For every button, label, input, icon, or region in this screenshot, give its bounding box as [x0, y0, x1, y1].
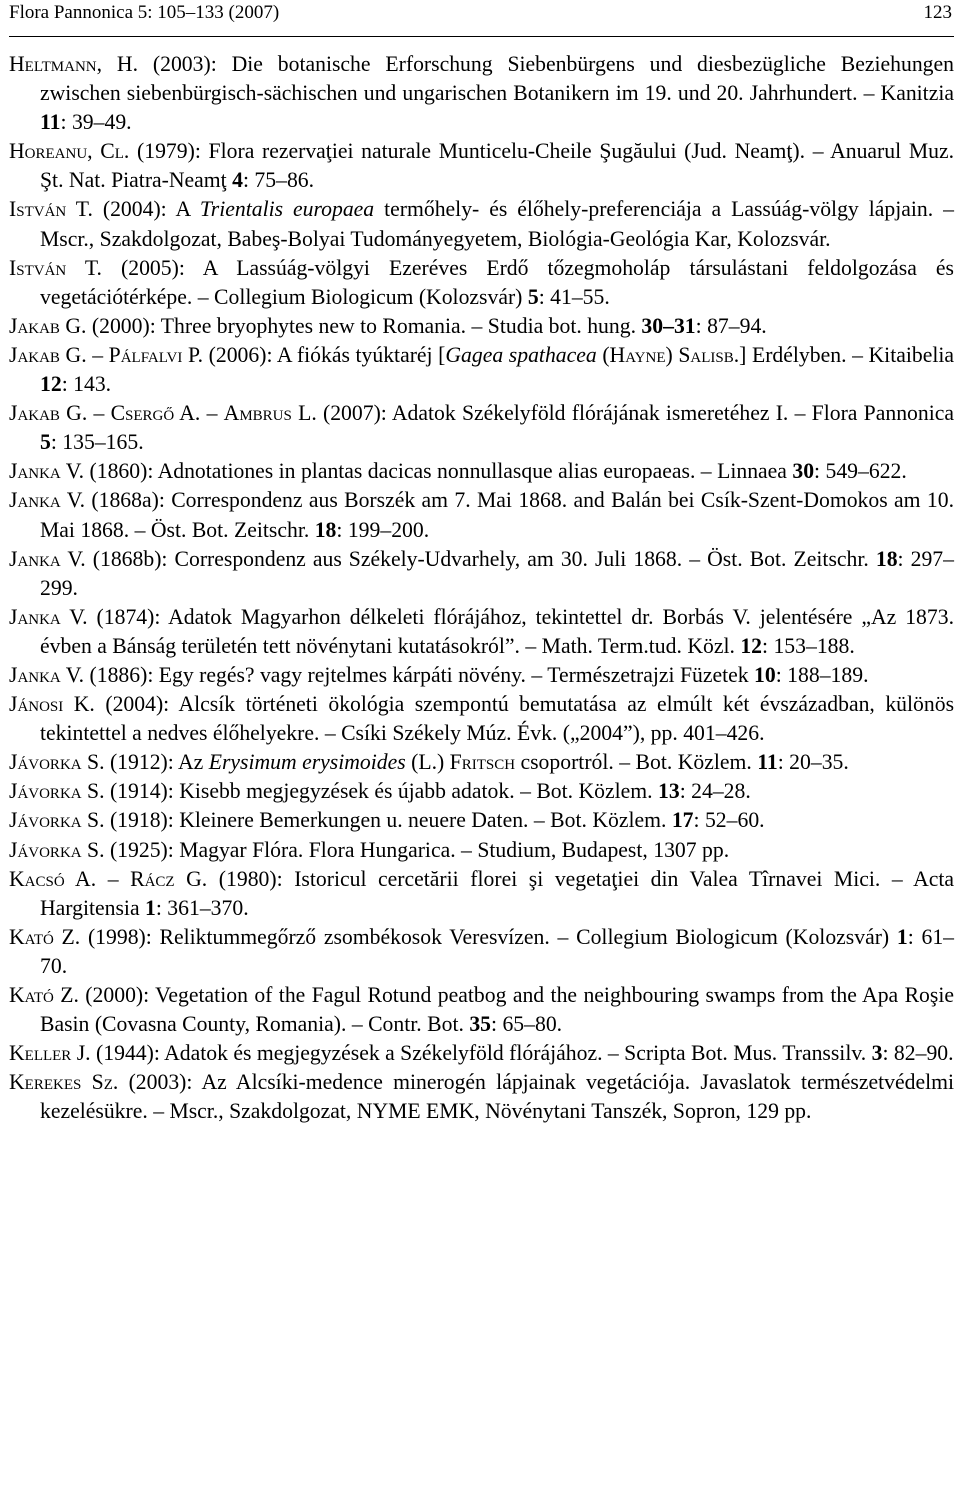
reference-text: : 24–28.	[679, 779, 751, 804]
reference-text: (2000): Vegetation of the Fagul Rotund peatbog and the neighbouring swamps from the Apa Roşie Basin (Covasna County, Romania). – Contr. Bot.	[40, 983, 954, 1037]
reference-entry	[9, 923, 954, 981]
reference-entry	[9, 981, 954, 1039]
author-name: Jávorka S.	[9, 779, 105, 804]
author-name: Kató Z.	[9, 983, 79, 1007]
author-name: Rácz G.	[130, 866, 208, 891]
reference-entry	[9, 312, 954, 341]
reference-entry	[9, 457, 954, 486]
taxon-name: Erysimum erysimoides	[208, 750, 406, 775]
reference-text: : 361–370.	[155, 895, 249, 920]
reference-text: : 75–86.	[242, 168, 315, 193]
author-name: Csergő A.	[110, 401, 201, 426]
author-name: Janka V.	[9, 604, 88, 629]
volume-number: 3	[871, 1041, 883, 1066]
author-name: Keller J.	[9, 1041, 91, 1066]
reference-text: (1925): Magyar Flóra. Flora Hungarica. – Studium, Budapest, 1307 pp.	[104, 837, 730, 862]
page-number: 123	[923, 2, 952, 23]
volume-number: 18	[314, 517, 337, 542]
volume-number: 4	[232, 168, 243, 193]
reference-entry	[9, 661, 954, 690]
author-name: Pálfalvi P.	[108, 342, 204, 367]
volume-number: 18	[875, 546, 898, 571]
reference-text: (1860): Adnotationes in plantas dacicas nonnullasque alias europaeas. – Linnaea	[84, 459, 793, 484]
volume-number: 17	[671, 808, 694, 833]
journal-citation: Flora Pannonica 5: 105–133 (2007)	[9, 2, 280, 23]
reference-text: : 52–60.	[693, 808, 765, 833]
reference-text: : 87–94.	[695, 313, 767, 338]
reference-list	[9, 50, 954, 1126]
reference-text: : 143.	[61, 372, 112, 397]
author-name: Heltmann, H.	[9, 52, 138, 76]
reference-entry	[9, 777, 954, 806]
reference-text: : 39–49.	[60, 110, 132, 135]
author-name: Jávorka S.	[9, 808, 105, 833]
reference-entry	[9, 865, 954, 923]
author-name: Janka V.	[9, 662, 85, 687]
author-name: Jánosi K.	[9, 692, 95, 717]
author-name: Jakab G.	[9, 342, 87, 367]
reference-text: : 188–189.	[775, 662, 869, 687]
reference-entry	[9, 50, 954, 137]
author-name: István T.	[9, 197, 93, 222]
reference-text: (1886): Egy regés? vagy rejtelmes kárpáti növény. – Természetrajzi Füzetek	[84, 662, 755, 687]
reference-text: (2003): Az Alcsíki-medence minerogén lápjainak vegetációja. Javaslatok természetvédelmi kezelésükre. – Mscr., Szakdolgozat, NYME EMK, Növénytani Tanszék, Sopron, 129 pp.	[40, 1070, 954, 1124]
reference-text: –	[200, 401, 224, 426]
reference-text: (1914): Kisebb megjegyzések és újabb adatok. – Bot. Közlem.	[104, 779, 659, 804]
volume-number: 11	[40, 110, 61, 135]
reference-text: : 41–55.	[538, 284, 610, 309]
reference-text: (1979): Flora rezervaţiei naturale Munticelu-Cheile Şugăului (Jud. Neamţ). – Anuarul Muz. Şt. Nat. Piatra-Neamţ	[40, 139, 954, 193]
reference-text: : 297–299.	[40, 546, 954, 600]
reference-text: (L.)	[405, 750, 450, 775]
reference-text: : 135–165.	[50, 430, 144, 455]
taxon-name: Gagea spathacea	[445, 342, 597, 367]
author-name: Jakab G.	[9, 401, 88, 426]
reference-entry	[9, 603, 954, 661]
reference-text: : 82–90.	[882, 1041, 954, 1066]
author-name: István T.	[9, 255, 102, 280]
reference-text: : 549–622.	[814, 459, 907, 484]
author-name: Kerekes Sz.	[9, 1070, 119, 1095]
reference-text: (2007): Adatok Székelyföld flórájának ismeretéhez I. – Flora Pannonica	[316, 401, 954, 426]
reference-entry	[9, 748, 954, 777]
reference-text: : 20–35.	[777, 750, 849, 775]
reference-text: )	[665, 342, 679, 367]
volume-number: 13	[658, 779, 680, 804]
author-name: Fritsch	[449, 750, 516, 775]
reference-text: : 61–70.	[40, 924, 955, 978]
reference-text: (1918): Kleinere Bemerkungen u. neuere Daten. – Bot. Közlem.	[104, 808, 672, 833]
taxon-name: Trientalis europaea	[199, 197, 375, 222]
author-name: Jávorka S.	[9, 750, 105, 775]
running-header	[9, 0, 954, 37]
reference-entry	[9, 690, 954, 748]
volume-number: 35	[469, 1012, 491, 1037]
reference-text: –	[86, 342, 109, 367]
reference-text: (2004): A	[92, 197, 200, 222]
volume-number: 5	[40, 430, 51, 455]
reference-entry	[9, 254, 954, 312]
reference-entry	[9, 545, 954, 603]
reference-text: csoportról. – Bot. Közlem.	[515, 750, 758, 775]
volume-number: 12	[40, 372, 62, 397]
reference-text: : 65–80.	[491, 1012, 563, 1037]
volume-number: 5	[527, 284, 539, 309]
volume-number: 12	[740, 633, 763, 658]
reference-text: (	[596, 342, 610, 367]
author-name: Kató Z.	[9, 924, 81, 949]
author-name: Janka V.	[9, 546, 86, 571]
reference-entry	[9, 486, 954, 544]
reference-entry	[9, 399, 954, 457]
reference-text: (1998): Reliktummegőrző zsombékosok Veresvízen. – Collegium Biologicum (Kolozsvár)	[80, 924, 897, 949]
reference-text: (2006): A fiókás tyúktaréj [	[203, 342, 446, 367]
reference-text: (1944): Adatok és megjegyzések a Székelyföld flórájához. – Scripta Bot. Mus. Transsilv.	[90, 1041, 872, 1066]
volume-number: 30–31	[641, 313, 696, 338]
reference-entry	[9, 1068, 954, 1126]
reference-entry	[9, 137, 954, 195]
volume-number: 1	[896, 924, 908, 949]
reference-text: (1912): Az	[104, 750, 209, 775]
reference-text: (2003): Die botanische Erforschung Siebenbürgens und diesbezügliche Beziehungen zwischen siebenbürgisch-sächischen und ungarischen Botanikern im 19. und 20. Jahrhundert. – Kanitzia	[40, 52, 954, 106]
author-name: Ambrus L.	[223, 401, 317, 426]
reference-text: (2004): Alcsík történeti ökológia szempontú bemutatása az elmúlt két évszázadban, különös tekintettel a nedves élőhelyekre. – Csíki Székely Múz. Évk. („2004”), pp. 401–426.	[40, 692, 955, 746]
volume-number: 1	[145, 895, 156, 920]
reference-entry	[9, 195, 954, 253]
author-name: Salisb.	[678, 342, 740, 367]
reference-entry	[9, 1039, 954, 1068]
reference-text: (1868a): Correspondenz aus Borszék am 7. Mai 1868. and Balán bei Csík-Szent-Domokos am 10. Mai 1868. – Öst. Bot. Zeitschr.	[40, 488, 954, 542]
author-name: Hayne	[609, 342, 666, 367]
reference-entry	[9, 806, 954, 835]
author-name: Janka V.	[9, 459, 85, 484]
reference-text: –	[87, 401, 111, 426]
reference-text: (1874): Adatok Magyarhon délkeleti flórájához, tekintettel dr. Borbás V. jelentésére „Az 1873. évben a Bánság területén tett növénytani kutatásokról”. – Math. Term.tud. Közl.	[40, 604, 955, 658]
author-name: Jávorka S.	[9, 837, 105, 862]
author-name: Janka V.	[9, 488, 86, 513]
reference-text: : 199–200.	[336, 517, 430, 542]
volume-number: 11	[757, 750, 778, 775]
reference-text: (1980): Istoricul cercetării florei şi vegetaţiei din Valea Tîrnavei Mici. – Acta Hargitensia	[40, 866, 955, 920]
reference-text: –	[96, 866, 131, 891]
reference-entry	[9, 836, 954, 865]
volume-number: 10	[754, 662, 776, 687]
author-name: Horeanu, Cl.	[9, 139, 130, 164]
author-name: Kacsó A.	[9, 866, 97, 891]
reference-text: : 153–188.	[762, 633, 855, 658]
author-name: Jakab G.	[9, 313, 87, 338]
reference-text: termőhely- és élőhely-preferenciája a Lassúág-völgy lápjain. – Mscr., Szakdolgozat, Babeş-Bolyai Tudományegyetem, Biológia-Geológia Kar, Kolozsvár.	[40, 197, 954, 251]
volume-number: 30	[792, 459, 815, 484]
reference-text: (2005): A Lassúág-völgyi Ezeréves Erdő tőzegmoholáp társulástani feldolgozása és vegetációtérképe. – Collegium Biologicum (Kolozsvár)	[40, 255, 954, 309]
reference-entry	[9, 341, 954, 399]
reference-text: ] Erdélyben. – Kitaibelia	[739, 342, 955, 367]
reference-text: (1868b): Correspondenz aus Székely-Udvarhely, am 30. Juli 1868. – Öst. Bot. Zeitschr.	[85, 546, 876, 571]
reference-text: (2000): Three bryophytes new to Romania. – Studia bot. hung.	[86, 313, 642, 338]
